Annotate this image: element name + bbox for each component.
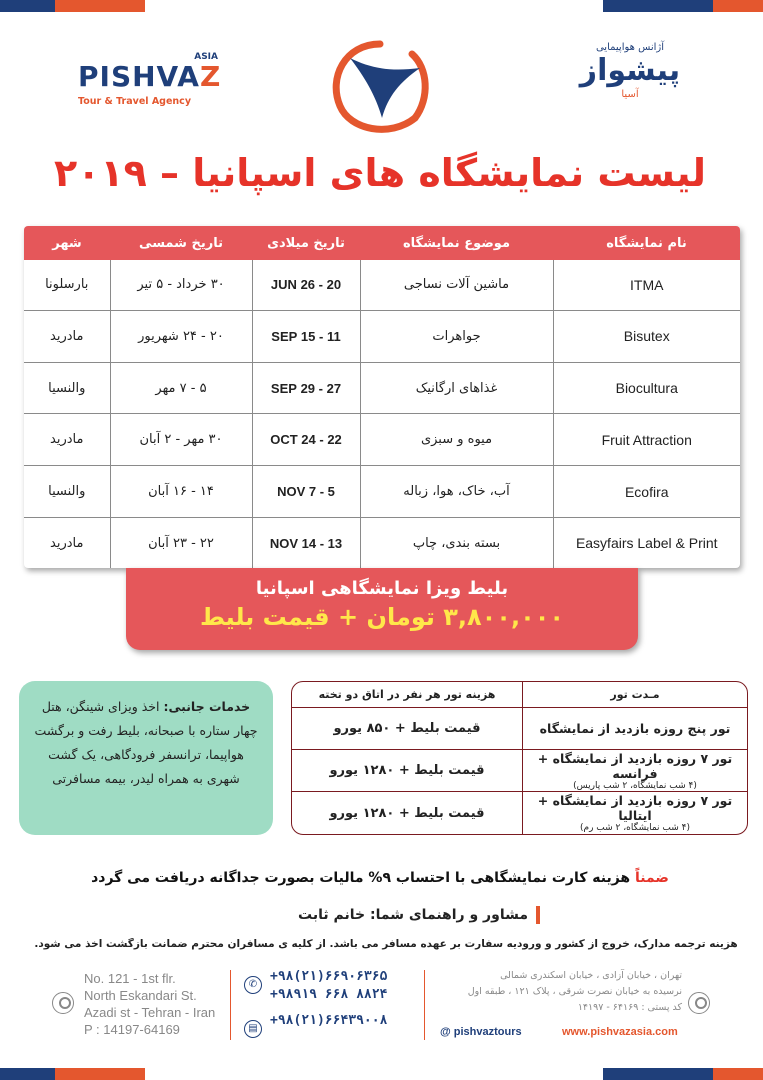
tour-row — [292, 750, 747, 792]
location-pin-icon — [688, 992, 710, 1014]
city: مادرید — [50, 535, 84, 551]
gregorian-date: 20 - 26 JUN — [252, 260, 360, 310]
exhibition-subject: میوه و سبزی — [360, 414, 553, 466]
header-gregorian-date: تاریخ میلادی — [252, 226, 360, 260]
bird-emblem-icon — [320, 38, 440, 138]
exhibition-subject: جواهرات — [360, 310, 553, 362]
location-pin-icon — [52, 992, 74, 1014]
city: مادرید — [24, 310, 110, 362]
shamsi-date: ۳۰ خرداد - ۵ تیر — [110, 260, 252, 310]
exhibition-subject: آب، خاک، هوا، زباله — [360, 466, 553, 518]
bottom-color-bar — [0, 1068, 763, 1080]
exhibition-subject: بسته بندی، چاپ — [360, 518, 553, 568]
services-label: خدمات جانبی: — [163, 699, 251, 714]
city: مادرید — [24, 414, 110, 466]
top-color-bar — [0, 0, 763, 12]
fax-icon: ▤ — [244, 1020, 262, 1038]
phone-icon: ✆ — [244, 976, 262, 994]
visa-label: بلیط ویزا نمایشگاهی اسپانیا — [255, 578, 509, 599]
fine-print: هزینه ترجمه مدارک، خروج از کشور و ورودیه سفارت بر عهده مسافر می باشد. از کلیه ی مسافران محترم ضمانت بازگشت اخذ می شود. — [34, 938, 738, 950]
tour-pricing-table — [291, 681, 748, 835]
services-text: اخذ ویزای شینگن، هتل چهار ستاره با صبحانه، بلیط رفت و برگشت هواپیما، ترانسفر فرودگاهی، یک گشت شهری به همراه لیدر، بیمه مسافرتی — [34, 699, 258, 786]
exhibition-subject: غذاهای ارگانیک — [360, 362, 553, 414]
gregorian-date: 13 - 14 NOV — [252, 518, 360, 568]
tour-header-row — [292, 682, 747, 708]
phone-numbers: +۹۸(۲۱)۶۶۹۰۶۳۶۵ +۹۸۹۱۹ ۶۶۸ ۸۸۲۴ +۹۸(۲۱)۶۶۴۳۹۰۰۸ — [270, 969, 388, 1028]
tour-row — [292, 792, 747, 834]
city: والنسیا — [24, 362, 110, 414]
header-name: نام نمایشگاه — [553, 226, 740, 260]
table-row — [24, 260, 740, 310]
tour-cost: قیمت بلیط + ۱۲۸۰ یورو — [329, 763, 485, 778]
exhibition-name: Biocultura — [553, 362, 740, 414]
exhibition-name: Easyfairs Label & Print — [553, 518, 740, 568]
shamsi-date: ۳۰ مهر - ۲ آبان — [110, 414, 252, 466]
table-row — [24, 466, 740, 518]
tour-note: (۴ شب نمایشگاه، ۲ شب پاریس) — [573, 780, 697, 791]
exhibition-subject: ماشین آلات نساجی — [360, 260, 553, 310]
header-subject: موضوع نمایشگاه — [360, 226, 553, 260]
tour-duration: تور ۷ روزه بازدید از نمایشگاه + فرانسه — [537, 750, 733, 781]
card-fee-note: ضمناً هزینه کارت نمایشگاهی با احتساب ۹% مالیات بصورت جداگانه دریافت می گردد — [91, 870, 669, 886]
exhibitions-table — [24, 226, 740, 568]
table-row — [24, 310, 740, 362]
exhibition-name: Bisutex — [553, 310, 740, 362]
shamsi-date: ۲۰ - ۲۴ شهریور — [110, 310, 252, 362]
shamsi-date: ۱۴ - ۱۶ آبان — [110, 466, 252, 518]
gregorian-date: 27 - 29 SEP — [252, 362, 360, 414]
extra-services-box — [19, 681, 273, 835]
table-row — [24, 362, 740, 414]
address-english: No. 121 - 1st flr. North Eskandari St. Azadi st - Tehran - Iran P : 14197-64169 — [84, 971, 216, 1037]
table-header-row — [24, 226, 740, 260]
shamsi-date: ۵ - ۷ مهر — [110, 362, 252, 414]
header-duration: مـدت تور — [522, 682, 747, 707]
exhibition-name: Fruit Attraction — [553, 414, 740, 466]
exhibition-name: ITMA — [553, 260, 740, 310]
advisor-line: مشاور و راهنمای شما: خانم ثابت — [200, 906, 540, 924]
pishvaz-logo-latin: ASIA PISHVAZ Tour & Travel Agency — [78, 52, 222, 107]
table-row — [24, 518, 740, 568]
address-persian: تهران ، خیابان آزادی ، خیابان اسکندری شمالی نرسیده به خیابان نصرت شرقی ، پلاک ۱۲۱ ، طبقه اول کد پستی : ۶۴۱۶۹ - ۱۴۱۹۷ — [467, 970, 682, 1013]
header-shamsi-date: تاریخ شمسی — [110, 226, 252, 260]
visa-price: ۳,۸۰۰,۰۰۰ تومان + قیمت بلیط — [199, 603, 565, 631]
gregorian-date: 5 - 7 NOV — [252, 466, 360, 518]
visa-price-banner — [126, 568, 638, 650]
tour-note: (۴ شب نمایشگاه، ۲ شب رم) — [580, 823, 691, 833]
pishvaz-logo-persian: آژانس هواپیمایی پیشواز آسیا — [579, 42, 681, 100]
gregorian-date: 22 - 24 OCT — [252, 414, 360, 466]
tour-cost: قیمت بلیط + ۸۵۰ یورو — [333, 721, 481, 736]
page-title: لیست نمایشگاه های اسپانیا – ۲۰۱۹ — [53, 151, 707, 195]
tour-duration: تور ۷ روزه بازدید از نمایشگاه + ایتالیا — [537, 793, 733, 823]
tour-row — [292, 708, 747, 750]
header-cost: هزینه تور هر نفر در اتاق دو تخته — [318, 688, 496, 701]
city: بارسلونا — [24, 260, 110, 310]
header-city: شهر — [24, 226, 110, 260]
website-link[interactable]: www.pishvazasia.com — [562, 1026, 678, 1038]
tour-duration: تور پنج روزه بازدید از نمایشگاه — [539, 721, 731, 736]
city: والنسیا — [24, 466, 110, 518]
gregorian-date: 11 - 15 SEP — [252, 310, 360, 362]
exhibition-name: Ecofira — [553, 466, 740, 518]
instagram-handle[interactable]: @ pishvaztours — [440, 1026, 522, 1038]
table-row — [24, 414, 740, 466]
tour-cost: قیمت بلیط + ۱۲۸۰ یورو — [329, 805, 485, 821]
footer — [0, 962, 763, 1062]
shamsi-date: ۲۲ - ۲۳ آبان — [110, 518, 252, 568]
